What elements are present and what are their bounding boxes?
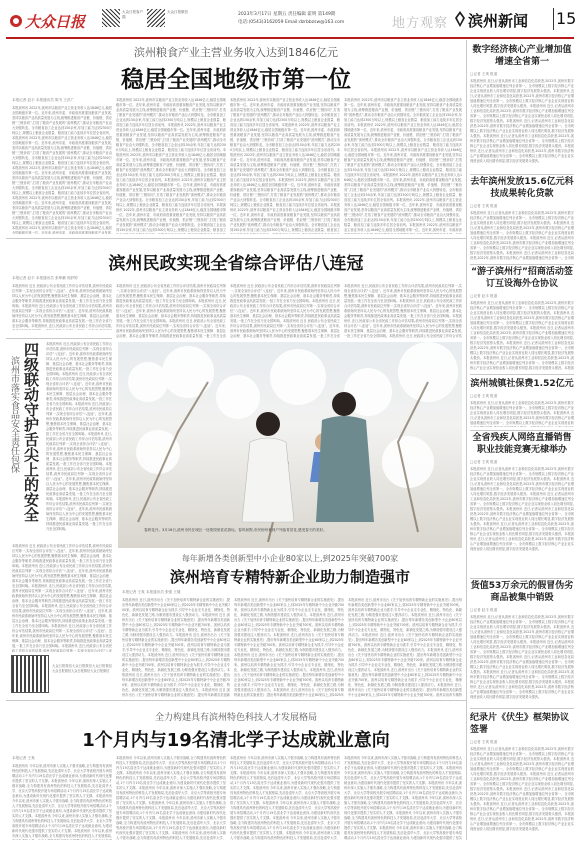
sidebar-rule-3: [470, 374, 574, 375]
sidebar-text-3: 本报滨州讯 近日,记者从滨州市工业和信息化局获悉,2022年,滨州市数字经济核心产业增加值增速位列全省第一。全市规模以上数字经济核心产业企业实现营业收入同比增长明显,数字经济发展势头强劲。本报滨州讯 近日,记者从滨州市工业和信息化局获悉,2022年,滨州市数字经济核心产业增加值增速位列全省第一。全市规模以上数字经济核心产业企业实现营业收入同比增长明显,数字经济发展势头强劲。本报滨州讯 近日,记者从滨州市工业和信息化局获悉,2022年,滨州市数字经济核心产业增加值增速位列全省第一。全市规模以上数字经济核心产业企业实现营业收入同比增长明显,数字经济发展势头强劲。本报滨州讯 近日,记者从滨州市工业和信息化局获悉,2022年,滨州市数字经济核心产业增加值增速位列全省第一。全市规模以上数字经济核心产业企业实现营业收入同比增长明显,数字经济发展势头强劲。本报滨州讯 近日,记者从滨州市工业和信息化局获悉,2022年,滨州市数字经济核心产业增加值增速位列全省第一。全市规模以上数字经济核心产业企业实现营业收入同比增长明显,数字经济发展势头强劲。本报滨: [470, 301, 574, 370]
sidebar-headline-7: 纪录片《伏生》框架协议签署: [470, 713, 570, 735]
sidebar-byline-6: □记者 赵丰 报道: [470, 608, 498, 612]
sidebar-rule-2: [470, 264, 574, 265]
qr-bottom-caption: 大众日报微信大众日报微信大众日报微信大众日报微信大众日报微信大众日报微信: [52, 664, 112, 673]
header-rule: [6, 37, 574, 39]
story3-byline: 本报记者 王爽 本报通讯员 张强 王健: [122, 590, 181, 594]
sidebar-text-4: 本报滨州讯 近日,记者从滨州市工业和信息化局获悉,2022年,滨州市数字经济核心产业增加值增速位列全省第一。全市规模以上数字经济核心产业企业实现营业收入同比增长明显,数字经济发展势头强劲。本报滨州讯 近日,记者从滨州市工业和信息化局获悉,2022年,滨州市数字经济核心产业增加值增速位列全省第一。全市规模以上数字经济核心产业企业实现营业收: [470, 401, 574, 425]
story4-headline: 1个月内与19名清北学子达成就业意向: [82, 730, 390, 751]
lead-headline: 稳居全国地级市第一位: [121, 67, 351, 93]
story2-byline: 本报记者 赵丰 本报通讯员 张坤鹏 郭舒婷: [12, 276, 78, 280]
lead-column-1: 本报滨州讯 2022年,滨州市以粮食产业主营业务收入达1846亿元,稳居全国地级市第一位。近年来,滨州市委、市政府高度重视粮食产业发展,坚持以粮食产业高质量发展为主线,统筹推进粮食产业链、价值链、供应链“三链协同”,打造了粮食产业发展的“滨州模式”,推动全市粮食产业由大到强转变。全市粮食加工企业达到150余家,年加工能力达到2300万吨以上,规模以上粮食企业数量、粮食加工能力连续多年位居全省前列。本报滨州讯 2022年,滨州市以粮食产业主营业务收入达1846亿元,稳居全国地级市第一位。近年来,滨州市委、市政府高度重视粮食产业发展,坚持以粮食产业高质量发展为主线,统筹推进粮食产业链、价值链、供应链“三链协同”,打造了粮食产业发展的“滨州模式”,推动全市粮食产业由大到强转变。全市粮食加工企业达到150余家,年加工能力达到2300万吨以上,规模以上粮食企业数量、粮食加工能力连续多年位居全省前列。本报滨州讯 2022年,滨州市以粮食产业主营业务收入达1846亿元,稳居全国地级市第一位。近年来,滨州市委、市政府高度重视粮食产业发展,坚持以粮食产业高质量发展为主线,统筹推进粮食产业链、价值链、供应链“三链协同”,打造了粮食产业发展的“滨州模式”,推动全市粮食产业由大到强转变。全市粮食加工企业达到150余家,年加工能力达到2300万吨以上,规模以上粮食企业数量、粮食加工能力连续多年位居全省前列。本报滨州讯 2022年,滨州市以粮食产业主营业务收入达1846亿元,稳居全国地级市第一位。近年来,滨州市委、市政府高度重视粮食产业发展,坚持以粮食产业高质量发展为主线,统筹推进粮食产业链、价值链、供应链“三链协同”,打造了粮食产业发展的“滨州模式”,推动全市粮食产业由大到强转变。全市粮食加工企业达到150余家,年加工能力达到2300万吨以上,规模以上粮食企业数量、粮食加工能力连续多年位居全省前列。本报滨州讯 2022年,滨州市以粮食产业主营业务收入达1846亿元,稳居全国地级市第一位。近年来,滨州市委、市政府高度重视粮食产业发展,: [12, 106, 112, 234]
lead-column-4: 本报滨州讯 2022年,滨州市以粮食产业主营业务收入达1846亿元,稳居全国地级市第一位。近年来,滨州市委、市政府高度重视粮食产业发展,坚持以粮食产业高质量发展为主线,统筹推进粮食产业链、价值链、供应链“三链协同”,打造了粮食产业发展的“滨州模式”,推动全市粮食产业由大到强转变。全市粮食加工企业达到150余家,年加工能力达到2300万吨以上,规模以上粮食企业数量、粮食加工能力连续多年位居全省前列。本报滨州讯 2022年,滨州市以粮食产业主营业务收入达1846亿元,稳居全国地级市第一位。近年来,滨州市委、市政府高度重视粮食产业发展,坚持以粮食产业高质量发展为主线,统筹推进粮食产业链、价值链、供应链“三链协同”,打造了粮食产业发展的“滨州模式”,推动全市粮食产业由大到强转变。全市粮食加工企业达到150余家,年加工能力达到2300万吨以上,规模以上粮食企业数量、粮食加工能力连续多年位居全省前列。本报滨州讯 2022年,滨州市以粮食产业主营业务收入达1846亿元,稳居全国地级市第一位。近年来,滨州市委、市政府高度重视粮食产业发展,坚持以粮食产业高质量发展为主线,统筹推进粮食产业链、价值链、供应链“三链协同”,打造了粮食产业发展的“滨州模式”,推动全市粮食产业由大到强转变。全市粮食加工企业达到150余家,年加工能力达到2300万吨以上,规模以上粮食企业数量、粮食加工能力连续多年位居全省前列。本报滨州讯 2022年,滨州市以粮食产业主营业务收入达1846亿元,稳居全国地级市第一位。近年来,滨州市委、市政府高度重视粮食产业发展,坚持以粮食产业高质量发展为主线,统筹推进粮食产业链、价值链、供应链“三链协同”,打造了粮食产业发展的“滨州模式”,推动全市粮食产业由大到强转变。全市粮食加工企业达到150余家,年加工能力达到2300万吨以上,规模以上粮食企业数量、粮食加工能力连续多年位居全省前列。本报滨州讯 2022年,滨州市以粮食产业主营业务收入达1846亿元,稳居全国地级市第一位。近年来,滨州市委、市政府高度重视粮食产业发展,坚持以粮食产业高质量发展为主线,统筹推进粮食产业链、价值链、供应链“三链协同”,打造了粮食产业发展的“滨州模式”,推动全市粮食产业由大到强转变。全市粮食加工企业达到150余家,年加工能力达到2300万吨以上,规模以上粮食企业数量、粮食加工能力连续多年位居全省前列。本报滨州讯 2022年,滨州市以粮食产业主营业务收入达1846亿元,稳居全国地级市第一位。近年来,滨州市委、市政府高: [344, 98, 462, 232]
lead-column-2: 本报滨州讯 2022年,滨州市以粮食产业主营业务收入达1846亿元,稳居全国地级市第一位。近年来,滨州市委、市政府高度重视粮食产业发展,坚持以粮食产业高质量发展为主线,统筹推进粮食产业链、价值链、供应链“三链协同”,打造了粮食产业发展的“滨州模式”,推动全市粮食产业由大到强转变。全市粮食加工企业达到150余家,年加工能力达到2300万吨以上,规模以上粮食企业数量、粮食加工能力连续多年位居全省前列。本报滨州讯 2022年,滨州市以粮食产业主营业务收入达1846亿元,稳居全国地级市第一位。近年来,滨州市委、市政府高度重视粮食产业发展,坚持以粮食产业高质量发展为主线,统筹推进粮食产业链、价值链、供应链“三链协同”,打造了粮食产业发展的“滨州模式”,推动全市粮食产业由大到强转变。全市粮食加工企业达到150余家,年加工能力达到2300万吨以上,规模以上粮食企业数量、粮食加工能力连续多年位居全省前列。本报滨州讯 2022年,滨州市以粮食产业主营业务收入达1846亿元,稳居全国地级市第一位。近年来,滨州市委、市政府高度重视粮食产业发展,坚持以粮食产业高质量发展为主线,统筹推进粮食产业链、价值链、供应链“三链协同”,打造了粮食产业发展的“滨州模式”,推动全市粮食产业由大到强转变。全市粮食加工企业达到150余家,年加工能力达到2300万吨以上,规模以上粮食企业数量、粮食加工能力连续多年位居全省前列。本报滨州讯 2022年,滨州市以粮食产业主营业务收入达1846亿元,稳居全国地级市第一位。近年来,滨州市委、市政府高度重视粮食产业发展,坚持以粮食产业高质量发展为主线,统筹推进粮食产业链、价值链、供应链“三链协同”,打造了粮食产业发展的“滨州模式”,推动全市粮食产业由大到强转变。全市粮食加工企业达到150余家,年加工能力达到2300万吨以上,规模以上粮食企业数量、粮食加工能力连续多年位居全省前列。本报滨州讯 2022年,滨州市以粮食产业主营业务收入达1846亿元,稳居全国地级市第一位。近年来,滨州市委、市政府高度重视粮食产业发展,坚持以粮食产业高质量发展为主线,统筹推进粮食产业链、价值链、供应链“三链协同”,打造了粮食产业发展的“滨州模式”,推动全市粮食产业由大到强转变。全市粮食加工企业达到150余家,年加工能力达到2300万吨以上,规模以上粮食企业数量、粮食加工: [116, 98, 226, 232]
sidebar-byline-7: □记者 王爽 报道: [470, 740, 498, 744]
story3-column-1: 本报滨州讯 近日,滨州市出台《关于加快培育专精特新企业的实施意见》,提出每年新增各类创新型中小企业80家以上,到2025年专精特新中小企业突破700家。滨州以培育专精特新企业为抓手,引导中小企业走专业化、精细化、特色化、新颖化发展之路,为制造强市建设注入强劲动力。本报滨州讯 近日,滨州市出台《关于加快培育专精特新企业的实施意见》,提出每年新增各类创新型中小企业80家以上,到2025年专精特新中小企业突破700家。滨州以培育专精特新企业为抓手,引导中小企业走专业化、精细化、特色化、新颖化发展之路,为制造强市建设注入强劲动力。本报滨州讯 近日,滨州市出台《关于加快培育专精特新企业的实施意见》,提出每年新增各类创新型中小企业80家以上,到2025年专精特新中小企业突破700家。滨州以培育专精特新企业为抓手,引导中小企业走专业化、精细化、特色化、新颖化发展之路,为制造强市建设注入强劲动力。本报滨州讯 近日,滨州市出台《关于加快培育专精特新企业的实施意见》,提出每年新增各类创新型中小企业80家以上,到2025年专精特新中小企业突破700家。滨州以培育专精特新企业为抓手,引导中小企业走专业化、精细化、特色化、新颖化发展之路,为制造强市建设注入强劲动力。本报滨州讯 近日,滨州市出台《关于加快培育专精特新企业的实施意见》,提出每年新增各类创新型中小企业80家以上,到2025年专精特新中小企业突破700家。滨州以培育专精特新企业为抓手,引导中小企业走专业化、精细化、特色化、新颖化发展之路,为制造强市建设注入强劲动力。本报滨州讯 近日,滨州市出台《关于加快培育专精特新企业的实施意见》,提出每年新增各类创新: [122, 598, 230, 697]
city-emblem-icon: [454, 10, 466, 28]
issue-text: 第149期: [317, 12, 336, 17]
story2-column-1: 本报滨州讯 近日,民政部公布全省民政工作综合评估结果,滨州市民政局位列第一,实现全省综合评估“八连冠”。近年来,滨州市民政系统始终坚持以人民为中心的发展思想,聚焦基本民生保障、基层社会治理、基本社会服务等职责,持续推进民政事业高质量发展,一批工作在全省乃至全国叫响。本报滨州讯 近日,民政部公布全省民政工作综合评估结果,滨州市民政局位列第一,实现全省综合评估“八连冠”。近年来,滨州市民政系统始终坚持以人民为中心的发展思想,聚焦基本民生保障、基层社会治理、基本社会服务等职责,持续推进民政事业高质量发展,一批工作在全省乃至全国叫响。本报滨州讯 近日,民政部公布全省民政工作综合评估结果,: [12, 284, 112, 328]
box-rule: [6, 338, 112, 339]
paper-name: 大众日报: [25, 13, 86, 31]
qr-code-bottom: [12, 656, 48, 692]
sidebar-byline-4: □记者 王爽 报道: [470, 394, 498, 398]
story2-headline: 滨州民政实现全省综合评估八连冠: [108, 254, 364, 274]
qr-code-app: [102, 9, 120, 27]
qr-caption-app: 大众日报客户端: [122, 10, 143, 19]
sidebar-byline-5: □记者 王爽 报道: [470, 460, 498, 464]
story4-column-4: 本报滨州讯 今年以来,滨州市深入实施人才强市战略,全力构建具有滨州特色的科技人才发展格局,先后赴清华大学、北京大学等高校开展专场招聘活动,1个月内与19名清北学子达成就业意向,为建设新时代现代化强市提供了坚实的人才支撑。本报滨州讯 今年以来,滨州市深入实施人才强市战略,全力构建具有滨州特色的科技人才发展格局,先后赴清华大学、北京大学等高校开展专场招聘活动,1个月内与19名清北学子达成就业意向,为建设新时代现代化强市提供了坚实的人才支撑。本报滨州讯 今年以来,滨州市深入实施人才强市战略,全力构建具有滨州特色的科技人才发展格局,先后赴清华大学、北京大学等高校开展专场招聘活动,1个月内与19名清北学子达成就业意向,为建设新时代现代化强市提供了坚实的人才支撑。本报滨州讯 今年以来,滨州市深入实施人才强市战略,全力构建具有滨州特色的科技人才发展格局,先后赴清华大学、北京大学等高校开展专场招聘活动,1个月内与19名清北学子达成就业意向,为建设新时代现代化强市提供了坚实的人才支撑。本报滨州讯 今年以来,滨州市深入实施人才强市战略,全力构建具有滨州特色的科技人才发展格局,先后赴清华大学、北京大学等高校开展专场招聘活动,1个月内与19名清北学子达成就业意向,为建设新时代现代化强市提供了坚实的人才支撑。本报滨州讯 今年以来,滨州市深入实施人才强市战略,全力构建具有滨州特色的科技人才发展格局,先后赴清华大学、北京大学等高校开展专场招聘活动,1个月内与19名清北学子达成就业意向,为建设新时代现代化强市提供了坚实: [344, 756, 462, 840]
section-label: 地方观察: [392, 16, 449, 31]
story3-column-3: 本报滨州讯 近日,滨州市出台《关于加快培育专精特新企业的实施意见》,提出每年新增各类创新型中小企业80家以上,到2025年专精特新中小企业突破700家。滨州以培育专精特新企业为抓手,引导中小企业走专业化、精细化、特色化、新颖化发展之路,为制造强市建设注入强劲动力。本报滨州讯 近日,滨州市出台《关于加快培育专精特新企业的实施意见》,提出每年新增各类创新型中小企业80家以上,到2025年专精特新中小企业突破700家。滨州以培育专精特新企业为抓手,引导中小企业走专业化、精细化、特色化、新颖化发展之路,为制造强市建设注入强劲动力。本报滨州讯 近日,滨州市出台《关于加快培育专精特新企业的实施意见》,提出每年新增各类创新型中小企业80家以上,到2025年专精特新中小企业突破700家。滨州以培育专精特新企业为抓手,引导中小企业走专业化、精细化、特色化、新颖化发展之路,为制造强市建设注入强劲动力。本报滨州讯 近日,滨州市出台《关于加快培育专精特新企业的实施意见》,提出每年新增各类创新型中小企业80家以上,到2025年专精特新中小企业突破700家。滨州以培育专精特新企业为抓手,引导中小企业走专业化、精细化、特色化、新颖化发展之路,为制造强市建设注入强劲动力。本报滨州讯 近日,滨州市出台《关于加快培育专精特新企业的实施意见》,提出每年新增各类创新型中小企业80家以上,到2025年专精特新中小企业突破700家。滨州以培育专精特新企业为抓手,引导中小企业走专业化、精细化、特色化、新颖化发展之路,为制造强市建设注入强劲动力。本报滨州讯 近日,滨州市出台《关于加快培育专精特新企业的实施意见》,提出每年新增各类创新型中小企业80家以上,到2025年专精特新中小企业突破700家。滨州以培育专精特: [348, 598, 462, 697]
dateline: [238, 11, 335, 17]
sidebar-rule-4: [470, 430, 574, 431]
story4-column-2: 本报滨州讯 今年以来,滨州市深入实施人才强市战略,全力构建具有滨州特色的科技人才发展格局,先后赴清华大学、北京大学等高校开展专场招聘活动,1个月内与19名清北学子达成就业意向,为建设新时代现代化强市提供了坚实的人才支撑。本报滨州讯 今年以来,滨州市深入实施人才强市战略,全力构建具有滨州特色的科技人才发展格局,先后赴清华大学、北京大学等高校开展专场招聘活动,1个月内与19名清北学子达成就业意向,为建设新时代现代化强市提供了坚实的人才支撑。本报滨州讯 今年以来,滨州市深入实施人才强市战略,全力构建具有滨州特色的科技人才发展格局,先后赴清华大学、北京大学等高校开展专场招聘活动,1个月内与19名清北学子达成就业意向,为建设新时代现代化强市提供了坚实的人才支撑。本报滨州讯 今年以来,滨州市深入实施人才强市战略,全力构建具有滨州特色的科技人才发展格局,先后赴清华大学、北京大学等高校开展专场招聘活动,1个月内与19名清北学子达成就业意向,为建设新时代现代化强市提供了坚实的人才支撑。本报滨州讯 今年以来,滨州市深入实施人才强市战略,全力构建具有滨州特色的科技人才发展格局,先后赴清华大学、北京大学等高校开展专场招聘活动,1个月内与19名清北学子达成就业意向,为建设新时代现代化强市提供了坚实的人才支撑。本报滨州讯 今年以来,滨州市深入实施人才强市战略,全力构建具有滨州特色的科技人才发展格局,先后赴清华大学、: [116, 756, 226, 840]
sidebar-byline-1: □记者 王爽 报道: [470, 72, 498, 76]
paper-logo: [8, 6, 100, 36]
qr-code-wechat: [147, 9, 165, 27]
sidebar-rule-6: [470, 708, 574, 709]
section-rule: [6, 238, 466, 239]
sidebar-text-6: 本报滨州讯 近日,记者从滨州市工业和信息化局获悉,2022年,滨州市数字经济核心产业增加值增速位列全省第一。全市规模以上数字经济核心产业企业实现营业收入同比增长明显,数字经济发展势头强劲。本报滨州讯 近日,记者从滨州市工业和信息化局获悉,2022年,滨州市数字经济核心产业增加值增速位列全省第一。全市规模以上数字经济核心产业企业实现营业收入同比增长明显,数字经济发展势头强劲。本报滨州讯 近日,记者从滨州市工业和信息化局获悉,2022年,滨州市数字经济核心产业增加值增速位列全省第一。全市规模以上数字经济核心产业企业实现营业收入同比增长明显,数字经济发展势头强劲。本报滨州讯 近日,记者从滨州市工业和信息化局获悉,2022年,滨州市数字经济核心产业增加值增速位列全省第一。全市规模以上数字经济核心产业企业实现营业收入同比增长明显,数字经济发展势头强劲。本报滨州讯 近日,记者从滨州市工业和信息化局获悉,2022年,滨州市数字经济核心产业增加值增速位列全省第一。全市规模以上数字经济核心产业企业实现营业收入同比增长明显,数字经济发展势头强劲。本报滨州讯 近日,记者从滨州市工业和信息化局获悉,2022年,滨州市数字经济核心产业增加值增速位列全省第一。全市规模以上数字经济核心产业企业实现营业收入同比增长明显,数字经济发展势头强劲。: [470, 615, 574, 699]
sidebar-headline-1: 数字经济核心产业增加值增速全省第一: [472, 45, 572, 67]
story4-kicker: 全力构建具有滨州特色科技人才发展格局: [154, 713, 317, 723]
box-text: 本报滨州讯 近日,民政部公布全省民政工作综合评估结果,滨州市民政局位列第一,实现全省综合评估“八连冠”。近年来,滨州市民政系统始终坚持以人民为中心的发展思想,聚焦基本民生保障、基层社会治理、基本社会服务等职责,持续推进民政事业高质量发展,一批工作在全省乃至全国叫响。本报滨州讯 近日,民政部公布全省民政工作综合评估结果,滨州市民政局位列第一,实现全省综合评估“八连冠”。近年来,滨州市民政系统始终坚持以人民为中心的发展思想,聚焦基本民生保障、基层社会治理、基本社会服务等职责,持续推进民政事业高质量发展,一批工作在全省乃至全国叫响。本报滨州讯 近日,民政部公布全省民政工作综合评估结果,滨州市民政局位列第一,实现全省综合评估“八连冠”。近年来,滨州市民政系统始终坚持以人民为中心的发展思想,聚焦基本民生保障、基层社会治理、基本社会服务等职责,持续推进民政事业高质量发展,一批工作在全省乃至全国叫响。本报滨州讯 近日,民政部公布全省民政工作综合评估结果,滨州市民政局位列第一,实现全省综合评估“八连冠”。近年来,滨州市民政系统始终坚持以人民为中心的发展思想,聚焦基本民生保障、基层社会治理、基本社会服务等职责,持续推进民政事业高质量发展,一批工作在全省乃至全国叫响。本报滨州讯 近日,民政部公布全省民政工作综合评估结果,滨州市民政局位列第一,实现全省综合评估“八连冠”。近年来,滨州市民政系统始终坚持以人民为中心的发展思想,聚焦基本民生保障、基层社会治理、基本社会服务等职责,持续推进民政事业高质量发展,一批工作在全省乃至全国叫响。本报滨州讯 近日,民政部公布全省民政工作综合评估结果,滨州市民政局位列第一,实现全省综合评估“八连冠”。近年来,滨州市民政系统始终坚持以人民为中心的发展思想,聚焦基本民生保障、基层社会治理、基本社会服务等职责,持续推进民政事业高质量发展,一批工作在全省乃至全国叫响。: [46, 342, 112, 531]
sidebar-rule-1: [470, 174, 574, 175]
story4-byline: 本报记者 王爽: [12, 756, 35, 760]
story2-column-3: 本报滨州讯 近日,民政部公布全省民政工作综合评估结果,滨州市民政局位列第一,实现全省综合评估“八连冠”。近年来,滨州市民政系统始终坚持以人民为中心的发展思想,聚焦基本民生保障、基层社会治理、基本社会服务等职责,持续推进民政事业高质量发展,一批工作在全省乃至全国叫响。本报滨州讯 近日,民政部公布全省民政工作综合评估结果,滨州市民政局位列第一,实现全省综合评估“八连冠”。近年来,滨州市民政系统始终坚持以人民为中心的发展思想,聚焦基本民生保障、基层社会治理、基本社会服务等职责,持续推进民政事业高质量发展,一批工作在全省乃至全国叫响。本报滨州讯 近日,民政部公布全省民政工作综合评估结果,滨州市民政局位列第一,实现全省综合评估“八连冠”。近年来,滨州市民政系统始终坚持以人民为中心的发展思想,聚焦基本民生保障、基层社会治理、基本社会服务等职责,持续推进民政事业高质量发展,一批工作在全省: [230, 284, 340, 338]
story4-column-3: 本报滨州讯 今年以来,滨州市深入实施人才强市战略,全力构建具有滨州特色的科技人才发展格局,先后赴清华大学、北京大学等高校开展专场招聘活动,1个月内与19名清北学子达成就业意向,为建设新时代现代化强市提供了坚实的人才支撑。本报滨州讯 今年以来,滨州市深入实施人才强市战略,全力构建具有滨州特色的科技人才发展格局,先后赴清华大学、北京大学等高校开展专场招聘活动,1个月内与19名清北学子达成就业意向,为建设新时代现代化强市提供了坚实的人才支撑。本报滨州讯 今年以来,滨州市深入实施人才强市战略,全力构建具有滨州特色的科技人才发展格局,先后赴清华大学、北京大学等高校开展专场招聘活动,1个月内与19名清北学子达成就业意向,为建设新时代现代化强市提供了坚实的人才支撑。本报滨州讯 今年以来,滨州市深入实施人才强市战略,全力构建具有滨州特色的科技人才发展格局,先后赴清华大学、北京大学等高校开展专场招聘活动,1个月内与19名清北学子达成就业意向,为建设新时代现代化强市提供了坚实的人才支撑。本报滨州讯 今年以来,滨州市深入实施人才强市战略,全力构建具有滨州特色的科技人才发展格局,先后赴清华大学、北京大学等高校开展专场招聘活动,1个月内与19名清北学子达成就业意向,为建设新时代现代化强市提供了坚实的人才支撑。本报滨州讯 今年以来,滨州市深入实施人才强市战略,全力构建具有滨州特色的科技人才发展格局,先后赴清华大学、: [230, 756, 340, 840]
sidebar-rule-5: [470, 578, 574, 579]
contact-text: 电话:(0543)3162059 Email:dzrbbzsw@163.com: [238, 20, 345, 25]
city-label: 滨州新闻: [468, 12, 529, 30]
sidebar-divider: [466, 40, 467, 840]
sidebar-headline-5: 全省残疾人网络直播销售职业技能竞赛无棣举办: [472, 433, 572, 455]
story4-column-1: 本报滨州讯 今年以来,滨州市深入实施人才强市战略,全力构建具有滨州特色的科技人才发展格局,先后赴清华大学、北京大学等高校开展专场招聘活动,1个月内与19名清北学子达成就业意向,为建设新时代现代化强市提供了坚实的人才支撑。本报滨州讯 今年以来,滨州市深入实施人才强市战略,全力构建具有滨州特色的科技人才发展格局,先后赴清华大学、北京大学等高校开展专场招聘活动,1个月内与19名清北学子达成就业意向,为建设新时代现代化强市提供了坚实的人才支撑。本报滨州讯 今年以来,滨州市深入实施人才强市战略,全力构建具有滨州特色的科技人才发展格局,先后赴清华大学、北京大学等高校开展专场招聘活动,1个月内与19名清北学子达成就业意向,为建设新时代现代化强市提供了坚实的人才支撑。本报滨州讯 今年以来,滨州市深入实施人才强市战略,全力构建具有滨州特色的科技人才发展格局,先后赴清华大学、北京大学等高校开展专场招聘活动,1个月内与19名清北学子达成就业意向,为建设新时代现代化强市提供了坚实的人才支撑。本报滨州讯 今年以来,滨州市深入实施人才强市战略,全力构建具有滨州特色的科技人才发展格局,: [12, 764, 112, 838]
lead-column-3: 本报滨州讯 2022年,滨州市以粮食产业主营业务收入达1846亿元,稳居全国地级市第一位。近年来,滨州市委、市政府高度重视粮食产业发展,坚持以粮食产业高质量发展为主线,统筹推进粮食产业链、价值链、供应链“三链协同”,打造了粮食产业发展的“滨州模式”,推动全市粮食产业由大到强转变。全市粮食加工企业达到150余家,年加工能力达到2300万吨以上,规模以上粮食企业数量、粮食加工能力连续多年位居全省前列。本报滨州讯 2022年,滨州市以粮食产业主营业务收入达1846亿元,稳居全国地级市第一位。近年来,滨州市委、市政府高度重视粮食产业发展,坚持以粮食产业高质量发展为主线,统筹推进粮食产业链、价值链、供应链“三链协同”,打造了粮食产业发展的“滨州模式”,推动全市粮食产业由大到强转变。全市粮食加工企业达到150余家,年加工能力达到2300万吨以上,规模以上粮食企业数量、粮食加工能力连续多年位居全省前列。本报滨州讯 2022年,滨州市以粮食产业主营业务收入达1846亿元,稳居全国地级市第一位。近年来,滨州市委、市政府高度重视粮食产业发展,坚持以粮食产业高质量发展为主线,统筹推进粮食产业链、价值链、供应链“三链协同”,打造了粮食产业发展的“滨州模式”,推动全市粮食产业由大到强转变。全市粮食加工企业达到150余家,年加工能力达到2300万吨以上,规模以上粮食企业数量、粮食加工能力连续多年位居全省前列。本报滨州讯 2022年,滨州市以粮食产业主营业务收入达1846亿元,稳居全国地级市第一位。近年来,滨州市委、市政府高度重视粮食产业发展,坚持以粮食产业高质量发展为主线,统筹推进粮食产业链、价值链、供应链“三链协同”,打造了粮食产业发展的“滨州模式”,推动全市粮食产业由大到强转变。全市粮食加工企业达到150余家,年加工能力达到2300万吨以上,规模以上粮食企业数量、粮食加工能力连续多年位居全省前列。本报滨州讯 2022年,滨州市以粮食产业主营业务收入达1846亿元,稳居全国地级市第一位。近年来,滨州市委、市政府高度重视粮食产业发展,坚持以粮食产业高质量发展为主线,统筹推进粮食产业链、价值链、供应链“三链协同”,打造了粮食产业发展的“滨州模式”,推动全市粮食产业由大到强转变。全市粮食加工企业达到150余家,年加工能力达到2300万吨以上,规模以上粮食企业数量、粮食加工: [230, 98, 340, 232]
header-divider: [553, 8, 554, 30]
section-rule-2: [6, 700, 466, 701]
sidebar-byline-3: □记者 赵丰 报道: [470, 294, 498, 298]
sidebar-headline-4: 滨州城镇社保费1.52亿元: [470, 379, 574, 389]
sidebar-text-7: 本报滨州讯 近日,记者从滨州市工业和信息化局获悉,2022年,滨州市数字经济核心产业增加值增速位列全省第一。全市规模以上数字经济核心产业企业实现营业收入同比增长明显,数字经济发展势头强劲。本报滨州讯 近日,记者从滨州市工业和信息化局获悉,2022年,滨州市数字经济核心产业增加值增速位列全省第一。全市规模以上数字经济核心产业企业实现营业收入同比增长明显,数字经济发展势头强劲。本报滨州讯 近日,记者从滨州市工业和信息化局获悉,2022年,滨州市数字经济核心产业增加值增速位列全省第一。全市规模以上数字经济核心产业企业实现营业收入同比增长明显,数字经济发展势头强劲。本报滨州讯 近日,记者从滨州市工业和信息化局获悉,2022年,滨州市数字经济核心产业增加值增速位列全省第一。全市规模以上数字经济核心产业企业实现营业收入同比增长明显,数字经济发展势头强劲。本报滨州讯 近日,记者从滨州市工业和信息化局获悉,2022年,滨州市数字经济核心产业增加值增速位列全省第一。全市规模以上数字经济核心产业企业实现营业收入同比增长明显,数字经济发展势头强劲。本报滨州讯 近日,记者从滨州市工业和信息化局获悉,2022年,滨州市数字经济核心产业增加值增速位列全省第一。全市规模以上数字经济核心产业企业实现营业收入同比增长明显,数字经济发展势头强劲。: [470, 747, 574, 831]
news-photo: [118, 342, 462, 548]
sidebar-headline-3: “游子滨州行”招商活动签订互设海外仓协议: [471, 267, 573, 289]
sidebar-byline-2: □记者 王爽 报道: [470, 204, 498, 208]
lead-byline: 本报记者 赵丰 本报通讯员 陈书 王洪广: [12, 98, 75, 102]
story2-column-2: 本报滨州讯 近日,民政部公布全省民政工作综合评估结果,滨州市民政局位列第一,实现全省综合评估“八连冠”。近年来,滨州市民政系统始终坚持以人民为中心的发展思想,聚焦基本民生保障、基层社会治理、基本社会服务等职责,持续推进民政事业高质量发展,一批工作在全省乃至全国叫响。本报滨州讯 近日,民政部公布全省民政工作综合评估结果,滨州市民政局位列第一,实现全省综合评估“八连冠”。近年来,滨州市民政系统始终坚持以人民为中心的发展思想,聚焦基本民生保障、基层社会治理、基本社会服务等职责,持续推进民政事业高质量发展,一批工作在全省乃至全国叫响。本报滨州讯 近日,民政部公布全省民政工作综合评估结果,滨州市民政局位列第一,实现全省综合评估“八连冠”。近年来,滨州市民政系统始终坚持以人民为中心的发展思想,聚焦基本民生保障、基层社会治理、基本社会服务等职责,持续推进民政事业高质量发展,一批工作在全省: [116, 284, 226, 338]
date-text: 2023年3月17日 星期五: [238, 12, 287, 17]
story3-column-2: 本报滨州讯 近日,滨州市出台《关于加快培育专精特新企业的实施意见》,提出每年新增各类创新型中小企业80家以上,到2025年专精特新中小企业突破700家。滨州以培育专精特新企业为抓手,引导中小企业走专业化、精细化、特色化、新颖化发展之路,为制造强市建设注入强劲动力。本报滨州讯 近日,滨州市出台《关于加快培育专精特新企业的实施意见》,提出每年新增各类创新型中小企业80家以上,到2025年专精特新中小企业突破700家。滨州以培育专精特新企业为抓手,引导中小企业走专业化、精细化、特色化、新颖化发展之路,为制造强市建设注入强劲动力。本报滨州讯 近日,滨州市出台《关于加快培育专精特新企业的实施意见》,提出每年新增各类创新型中小企业80家以上,到2025年专精特新中小企业突破700家。滨州以培育专精特新企业为抓手,引导中小企业走专业化、精细化、特色化、新颖化发展之路,为制造强市建设注入强劲动力。本报滨州讯 近日,滨州市出台《关于加快培育专精特新企业的实施意见》,提出每年新增各类创新型中小企业80家以上,到2025年专精特新中小企业突破700家。滨州以培育专精特新企业为抓手,引导中小企业走专业化、精细化、特色化、新颖化发展之路,为制造强市建设注入强劲动力。本报滨州讯 近日,滨州市出台《关于加快培育专精特新企业的实施意见》,提出每年新增各类创新型中小企业80家以上,到2025年专精特新中小企业突破700家。滨州以培育专精特新企业为抓手,引导中小企业走专业化、精细化、特色化、新颖化发展之路,为制造强市建设注入强劲动力。本报滨州讯 近日,滨州市出台《关于加快培育专精特新企业的实施意见》,提出每年新增各类创新型中小企业80家以上,到2025年: [234, 598, 344, 697]
sidebar-headline-2: 去年滨州发放15.6亿元科技成果转化贷款: [470, 177, 574, 199]
editor-text: 责任编辑 霍明: [287, 12, 317, 17]
box-subtitle: 滨州市落实食品安全责任包保: [9, 356, 19, 473]
sidebar-text-5: 本报滨州讯 近日,记者从滨州市工业和信息化局获悉,2022年,滨州市数字经济核心产业增加值增速位列全省第一。全市规模以上数字经济核心产业企业实现营业收入同比增长明显,数字经济发展势头强劲。本报滨州讯 近日,记者从滨州市工业和信息化局获悉,2022年,滨州市数字经济核心产业增加值增速位列全省第一。全市规模以上数字经济核心产业企业实现营业收入同比增长明显,数字经济发展势头强劲。本报滨州讯 近日,记者从滨州市工业和信息化局获悉,2022年,滨州市数字经济核心产业增加值增速位列全省第一。全市规模以上数字经济核心产业企业实现营业收入同比增长明显,数字经济发展势头强劲。本报滨州讯 近日,记者从滨州市工业和信息化局获悉,2022年,滨州市数字经济核心产业增加值增速位列全省第一。全市规模以上数字经济核心产业企业实现营业收入同比增长明显,数字经济发展势头强劲。本报滨州讯 近日,记者从滨州市工业和信息化局获悉,2022年,滨州市数字经济核心产业增加值增速位列全省第一。全市规模以上数字经济核心产业企业实现营业收入同比增长明显,数字经济发展势头强劲。本报滨州讯 近日,记者从滨州市工业和信息化局获悉,2022年,滨州市数字经济核心产业增加值增速位列全省第一。全市规模以上数字经济核心产业企业实现营业收入同比增长明显,数字经济发展势头强劲。: [470, 467, 574, 551]
sidebar-headline-6: 货值53万余元的假冒伪劣商品被集中销毁: [470, 581, 574, 603]
story3-kicker: 每年新增各类创新型中小企业80家以上,到2025年突破700家: [181, 554, 399, 563]
sidebar-text-1: 本报滨州讯 近日,记者从滨州市工业和信息化局获悉,2022年,滨州市数字经济核心产业增加值增速位列全省第一。全市规模以上数字经济核心产业企业实现营业收入同比增长明显,数字经济发展势头强劲。本报滨州讯 近日,记者从滨州市工业和信息化局获悉,2022年,滨州市数字经济核心产业增加值增速位列全省第一。全市规模以上数字经济核心产业企业实现营业收入同比增长明显,数字经济发展势头强劲。本报滨州讯 近日,记者从滨州市工业和信息化局获悉,2022年,滨州市数字经济核心产业增加值增速位列全省第一。全市规模以上数字经济核心产业企业实现营业收入同比增长明显,数字经济发展势头强劲。本报滨州讯 近日,记者从滨州市工业和信息化局获悉,2022年,滨州市数字经济核心产业增加值增速位列全省第一。全市规模以上数字经济核心产业企业实现营业收入同比增长明显,数字经济发展势头强劲。本报滨州讯 近日,记者从滨州市工业和信息化局获悉,2022年,滨州市数字经济核心产业增加值增速位列全省第一。全市规模以上数字经济核心产业企业实现营业收入同比增长明显,数字经济发展势头强劲。本报滨州讯 近日,记者从滨州市工业和信息化局获悉,2022年,滨州市数字经济核心产业增加值增速位列全省第一。全市规模以上数字经济核心产业企业实现营业收入同比增长明显,数字经济发展势头强劲。: [470, 79, 574, 163]
box-title: 四级联动守护舌尖上的安全: [22, 342, 40, 522]
lead-kicker: 滨州粮食产业主营业务收入达到1846亿元: [134, 46, 338, 59]
qr-caption-wechat: 大众日报微信: [167, 10, 188, 14]
story3-headline: 滨州培育专精特新企业助力制造强市: [169, 568, 410, 586]
sidebar-text-2: 本报滨州讯 近日,记者从滨州市工业和信息化局获悉,2022年,滨州市数字经济核心产业增加值增速位列全省第一。全市规模以上数字经济核心产业企业实现营业收入同比增长明显,数字经济发展势头强劲。本报滨州讯 近日,记者从滨州市工业和信息化局获悉,2022年,滨州市数字经济核心产业增加值增速位列全省第一。全市规模以上数字经济核心产业企业实现营业收入同比增长明显,数字经济发展势头强劲。本报滨州讯 近日,记者从滨州市工业和信息化局获悉,2022年,滨州市数字经济核心产业增加值增速位列全省第一。全市规模以上数字经济核心产业企业实现营业收入同比增长明显,数字经济发展势头强劲。本报滨州讯 近日,记者从滨州市工业和信息化局获悉,2022年,滨州市数字经济核心产业增加值增速位列全省第一。全市规: [470, 211, 574, 260]
page-number: 15: [556, 9, 577, 28]
story2-column-4: 本报滨州讯 近日,民政部公布全省民政工作综合评估结果,滨州市民政局位列第一,实现全省综合评估“八连冠”。近年来,滨州市民政系统始终坚持以人民为中心的发展思想,聚焦基本民生保障、基层社会治理、基本社会服务等职责,持续推进民政事业高质量发展,一批工作在全省乃至全国叫响。本报滨州讯 近日,民政部公布全省民政工作综合评估结果,滨州市民政局位列第一,实现全省综合评估“八连冠”。近年来,滨州市民政系统始终坚持以人民为中心的发展思想,聚焦基本民生保障、基层社会治理、基本社会服务等职责,持续推进民政事业高质量发展,一批工作在全省乃至全国叫响。本报滨州讯 近日,民政部公布全省民政工作综合评估结果,滨州市民政局位列第一,实现全省综合评估“八连冠”。近年来,滨州市民政系统始终坚持以人民为中心的发展思想,聚焦基本民生保障、基层社会治理、基本社会服务等职责,持续推进民政事业高质量发展,一批工作在全省乃至全国叫响。本报滨州讯 近日,民政部公布全省民政工作综合评估: [344, 284, 462, 338]
box-column-2: 本报滨州讯 近日,民政部公布全省民政工作综合评估结果,滨州市民政局位列第一,实现全省综合评估“八连冠”。近年来,滨州市民政系统始终坚持以人民为中心的发展思想,聚焦基本民生保障、基层社会治理、基本社会服务等职责,持续推进民政事业高质量发展,一批工作在全省乃至全国叫响。本报滨州讯 近日,民政部公布全省民政工作综合评估结果,滨州市民政局位列第一,实现全省综合评估“八连冠”。近年来,滨州市民政系统始终坚持以人民为中心的发展思想,聚焦基本民生保障、基层社会治理、基本社会服务等职责,持续推进民政事业高质量发展,一批工作在全省乃至全国叫响。本报滨州讯 近日,民政部公布全省民政工作综合评估结果,滨州市民政局位列第一,实现全省综合评估“八连冠”。近年来,滨州市民政系统始终坚持以人民为中心的发展思想,聚焦基本民生保障、基层社会治理、基本社会服务等职责,持续推进民政事业高质量发展,一批工作在全省乃至全国叫响。本报滨州讯 近日,民政部公布全省民政工作综合评估结果,滨州市民政局位列第一,实现全省综合评估“八连冠”。近年来,滨州市民政系统始终坚持以人民为中心的发展思想,聚焦基本民生保障、基层社会治理、基本社会服务等职责,持续推进民政事业高质量发展,一批工作在全省乃至全国叫响。本报滨州讯 近日,民政部公布全省民政工作综合评估结果,滨州市民政局位列第一,实现全省综合评估“八连冠”。近年来,滨州市民政系统始终坚持以人民为中心的发展思想,聚焦基本民生保障、基层社会治理、基本社会服务等职责,持续推进民政事业高质量发展,一批工作在全省乃至全国叫响。本报滨州讯 近日,民政部公布全省民政工作综合评估结果,滨州市民政局位列第一,实现全省综合评估“八连: [12, 544, 112, 652]
photo-caption: 春妍花开。3月16日,滨州市民在城区一处梨园里赏花游玩。春风和煦,市民纷纷来到户外踏青赏花,感受春天的美好。: [144, 528, 327, 532]
